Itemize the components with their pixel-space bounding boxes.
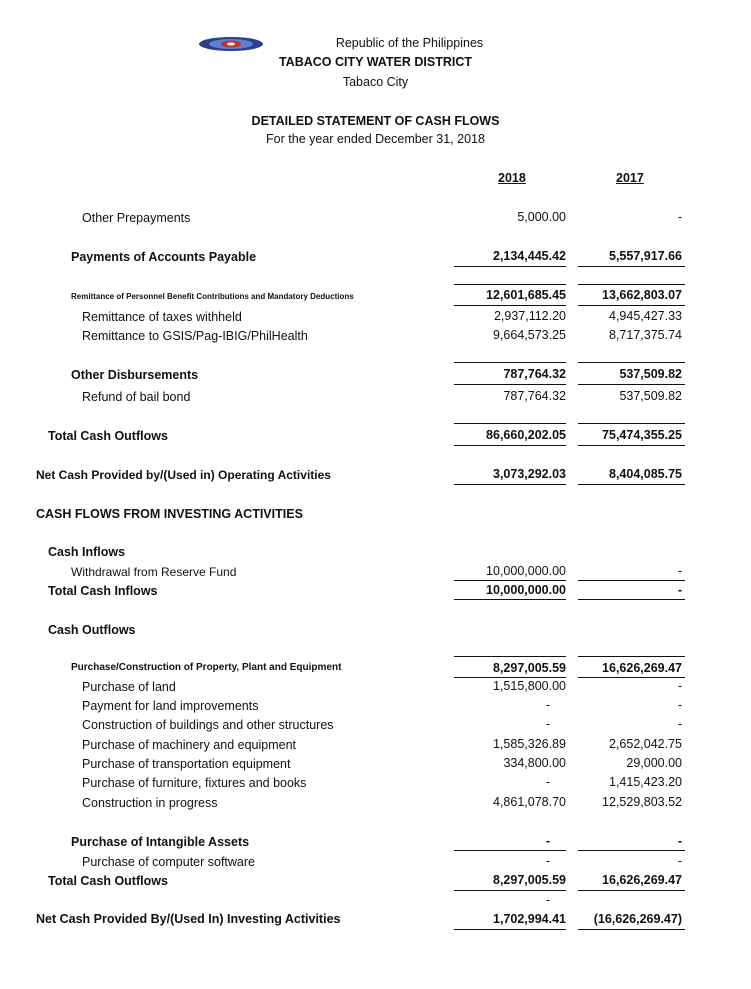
row-label: Other Disbursements [71, 368, 199, 382]
row-label: Other Prepayments [82, 211, 191, 225]
underline [454, 929, 566, 930]
value-2017: 8,717,375.74 [609, 328, 682, 342]
value-2018: 10,000,000.00 [486, 583, 566, 597]
value-2017: 13,662,803.07 [602, 288, 682, 302]
underline [578, 266, 685, 267]
agency-name: TABACO CITY WATER DISTRICT [278, 55, 473, 69]
value-2018: - [545, 717, 550, 731]
value-2017: 12,529,803.52 [602, 795, 682, 809]
row-label: Purchase of transportation equipment [82, 757, 291, 771]
overline [578, 362, 685, 363]
value-2018: 2,134,445.42 [493, 249, 566, 263]
underline [454, 599, 566, 600]
overline [454, 423, 566, 424]
underline [578, 850, 685, 851]
value-2017: 1,415,423.20 [609, 775, 682, 789]
statement-title: DETAILED STATEMENT OF CASH FLOWS [251, 114, 500, 128]
value-2018: 9,664,573.25 [493, 328, 566, 342]
value-2018: - [545, 775, 550, 789]
value-2018: 1,515,800.00 [493, 679, 566, 693]
value-2017: 537,509.82 [619, 389, 682, 403]
value-2018: 1,702,994.41 [493, 912, 566, 926]
row-label: Purchase of machinery and equipment [82, 738, 297, 752]
stray-dash: - [545, 893, 550, 907]
underline [454, 850, 566, 851]
row-label: Construction of buildings and other structures [82, 718, 334, 732]
republic-label: Republic of the Philippines [335, 36, 484, 50]
value-2018: 3,073,292.03 [493, 467, 566, 481]
row-label: Remittance to GSIS/Pag-IBIG/PhilHealth [82, 329, 308, 343]
row-label: Purchase of computer software [82, 855, 255, 869]
underline [578, 929, 685, 930]
underline [454, 266, 566, 267]
underline [578, 580, 685, 581]
row-label: Payment for land improvements [82, 699, 259, 713]
underline [454, 484, 566, 485]
value-2017: - [677, 564, 682, 578]
value-2018: 12,601,685.45 [486, 288, 566, 302]
value-2017: - [677, 210, 682, 224]
value-2018: - [545, 854, 550, 868]
row-label: Total Cash Inflows [48, 584, 158, 598]
row-label: Purchase of Intangible Assets [71, 835, 250, 849]
value-2018: 787,764.32 [503, 367, 566, 381]
value-2018: 8,297,005.59 [493, 873, 566, 887]
value-2017: - [677, 583, 682, 597]
row-label: Payments of Accounts Payable [71, 250, 257, 264]
underline [578, 890, 685, 891]
value-2018: 334,800.00 [503, 756, 566, 770]
row-label: Total Cash Outflows [48, 874, 168, 888]
underline [578, 599, 685, 600]
value-2017: 16,626,269.47 [602, 873, 682, 887]
underline [454, 305, 566, 306]
subsection-heading: Cash Outflows [48, 623, 136, 637]
value-2018: - [545, 698, 550, 712]
subsection-heading: Cash Inflows [48, 545, 126, 559]
underline [454, 890, 566, 891]
underline [578, 445, 685, 446]
underline [454, 677, 566, 678]
overline [578, 423, 685, 424]
value-2018: 787,764.32 [503, 389, 566, 403]
value-2018: - [545, 834, 550, 848]
underline [454, 445, 566, 446]
column-header-2018: 2018 [498, 171, 526, 185]
city-name: Tabaco City [342, 75, 409, 89]
overline [578, 656, 685, 657]
value-2018: 4,861,078.70 [493, 795, 566, 809]
underline [578, 384, 685, 385]
overline [454, 362, 566, 363]
value-2017: - [677, 854, 682, 868]
row-label: Withdrawal from Reserve Fund [71, 565, 237, 579]
row-label: Construction in progress [82, 796, 218, 810]
underline [578, 305, 685, 306]
value-2018: 1,585,326.89 [493, 737, 566, 751]
row-label: Purchase/Construction of Property, Plant and Equipment [71, 662, 342, 673]
value-2017: 16,626,269.47 [602, 661, 682, 675]
value-2018: 8,297,005.59 [493, 661, 566, 675]
value-2017: 8,404,085.75 [609, 467, 682, 481]
value-2017: 4,945,427.33 [609, 309, 682, 323]
statement-period: For the year ended December 31, 2018 [266, 132, 485, 146]
value-2017: 5,557,917.66 [609, 249, 682, 263]
row-label: Total Cash Outflows [48, 429, 168, 443]
row-label: Purchase of furniture, fixtures and books [82, 776, 307, 790]
overline [454, 284, 566, 285]
value-2017: - [677, 679, 682, 693]
value-2017: - [677, 834, 682, 848]
value-2017: 2,652,042.75 [609, 737, 682, 751]
value-2018: 5,000.00 [517, 210, 566, 224]
value-2018: 10,000,000.00 [486, 564, 566, 578]
value-2017: 75,474,355.25 [602, 428, 682, 442]
value-2017: - [677, 717, 682, 731]
value-2017: 29,000.00 [626, 756, 682, 770]
row-label: Remittance of Personnel Benefit Contributions and Mandatory Deductions [71, 292, 354, 301]
row-label: Net Cash Provided by/(Used in) Operating Activities [36, 468, 331, 482]
row-label: Net Cash Provided By/(Used In) Investing Activities [36, 912, 341, 926]
overline [578, 284, 685, 285]
value-2017: 537,509.82 [619, 367, 682, 381]
underline [454, 384, 566, 385]
value-2017: (16,626,269.47) [593, 912, 682, 926]
underline [578, 484, 685, 485]
column-header-2017: 2017 [616, 171, 644, 185]
section-heading: CASH FLOWS FROM INVESTING ACTIVITIES [36, 507, 303, 521]
underline [578, 677, 685, 678]
overline [454, 656, 566, 657]
value-2018: 86,660,202.05 [486, 428, 566, 442]
row-label: Remittance of taxes withheld [82, 310, 242, 324]
row-label: Purchase of land [82, 680, 176, 694]
value-2017: - [677, 698, 682, 712]
row-label: Refund of bail bond [82, 390, 191, 404]
value-2018: 2,937,112.20 [493, 309, 566, 323]
underline [454, 580, 566, 581]
